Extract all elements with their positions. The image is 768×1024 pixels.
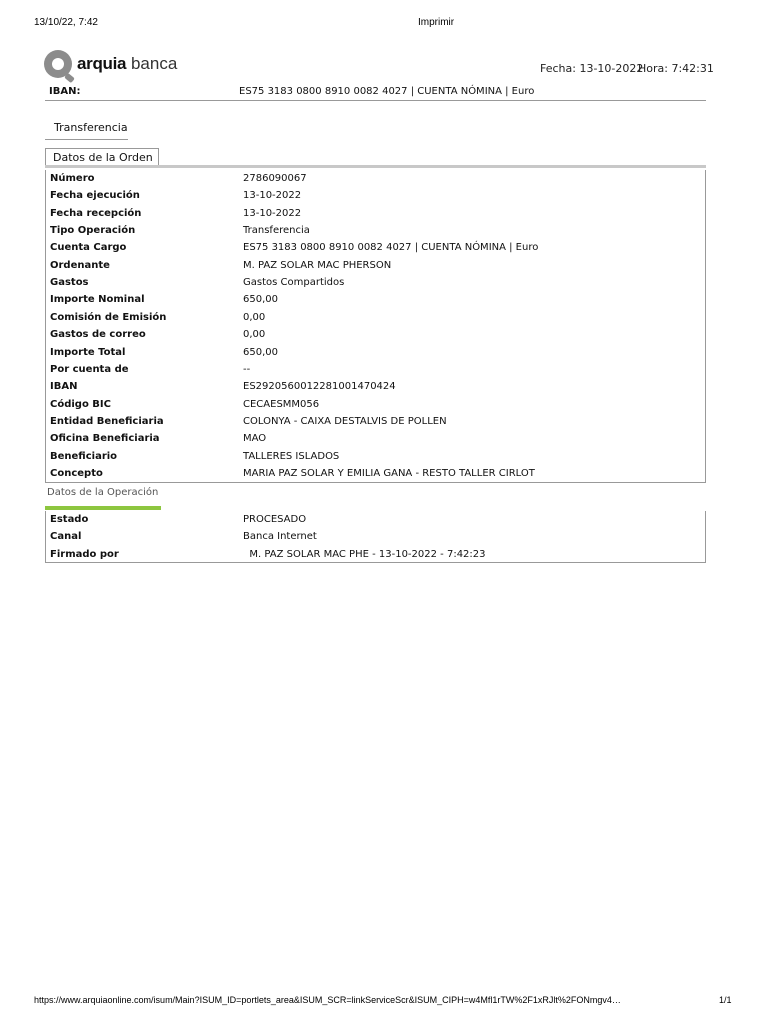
row-label: Gastos bbox=[50, 277, 89, 289]
operacion-accent-bar bbox=[45, 506, 161, 510]
row-value: 0,00 bbox=[243, 311, 266, 323]
table-row bbox=[46, 379, 705, 396]
orden-table bbox=[45, 170, 706, 483]
arquia-logo bbox=[44, 47, 177, 81]
row-value: TALLERES ISLADOS bbox=[243, 450, 340, 462]
row-label: Oficina Beneficiaria bbox=[50, 433, 160, 445]
table-row bbox=[46, 171, 705, 188]
row-label: Por cuenta de bbox=[50, 363, 129, 375]
tab-transferencia[interactable] bbox=[45, 119, 128, 140]
table-row bbox=[46, 345, 705, 362]
table-row bbox=[46, 512, 705, 529]
row-value: COLONYA - CAIXA DESTALVIS DE POLLEN bbox=[243, 415, 447, 427]
row-label: Estado bbox=[50, 514, 89, 525]
row-value: 2786090067 bbox=[243, 173, 307, 184]
table-row bbox=[46, 206, 705, 223]
row-label: Gastos de correo bbox=[50, 329, 146, 341]
logo-wordmark: arquia banca bbox=[77, 54, 178, 73]
row-value: ES2920560012281001470424 bbox=[243, 381, 396, 393]
tab-datos-orden[interactable] bbox=[45, 148, 159, 166]
row-value: Gastos Compartidos bbox=[243, 277, 345, 289]
row-label: Entidad Beneficiaria bbox=[50, 415, 164, 427]
row-value: Transferencia bbox=[243, 225, 310, 237]
row-value: CECAESMM056 bbox=[243, 398, 320, 410]
table-row bbox=[46, 529, 705, 546]
operacion-title: Datos de la Operación bbox=[47, 487, 159, 498]
table-row bbox=[46, 275, 705, 292]
table-row bbox=[46, 449, 705, 466]
tab-transferencia-label: Transferencia bbox=[54, 121, 128, 134]
table-row bbox=[46, 466, 705, 483]
row-label: Código BIC bbox=[50, 398, 111, 410]
table-row bbox=[46, 362, 705, 379]
row-label: Beneficiario bbox=[50, 450, 118, 462]
row-label: Importe Nominal bbox=[50, 294, 145, 306]
row-label: Fecha recepción bbox=[50, 207, 142, 219]
row-label: Cuenta Cargo bbox=[50, 242, 127, 254]
row-label: IBAN bbox=[50, 381, 78, 393]
row-value: PROCESADO bbox=[243, 514, 307, 525]
q-logo-icon bbox=[44, 50, 72, 78]
row-value: M. PAZ SOLAR MAC PHERSON bbox=[243, 259, 392, 271]
row-value: MAO bbox=[243, 433, 267, 445]
row-value: 650,00 bbox=[243, 346, 278, 358]
table-row bbox=[46, 188, 705, 205]
row-value: M. PAZ SOLAR MAC PHE - 13-10-2022 - 7:42:23 bbox=[243, 548, 486, 560]
table-row bbox=[46, 327, 705, 344]
row-label: Importe Total bbox=[50, 346, 126, 358]
account-iban-row bbox=[45, 84, 706, 101]
table-row bbox=[46, 431, 705, 448]
row-value: 13-10-2022 bbox=[243, 207, 302, 219]
row-value: MARIA PAZ SOLAR Y EMILIA GANA - RESTO TALLER CIRLOT bbox=[243, 467, 535, 479]
fecha-label: Fecha: 13-10-2022 bbox=[540, 62, 644, 75]
row-label: Tipo Operación bbox=[50, 225, 136, 237]
print-datetime: 13/10/22, 7:42 bbox=[34, 17, 98, 28]
footer-url: https://www.arquiaonline.com/isum/Main?ISUM_ID=portlets_area&ISUM_SCR=linkServiceScr&ISUM_CIPH=w4Mfl1rTW%2F1xRJlt%2FONmgv4… bbox=[34, 995, 621, 1005]
table-row bbox=[46, 258, 705, 275]
row-label: Canal bbox=[50, 531, 82, 543]
hora-label: Hora: 7:42:31 bbox=[638, 62, 714, 75]
row-value: 0,00 bbox=[243, 329, 266, 341]
tab-datos-orden-label: Datos de la Orden bbox=[53, 151, 153, 164]
print-title: Imprimir bbox=[418, 17, 455, 28]
row-value: 650,00 bbox=[243, 294, 278, 306]
row-label: Concepto bbox=[50, 467, 103, 479]
account-iban-value: ES75 3183 0800 8910 0082 4027 | CUENTA NÓMINA | Euro bbox=[239, 86, 535, 97]
footer-page-number: 1/1 bbox=[719, 995, 732, 1005]
row-value: Banca Internet bbox=[243, 531, 317, 543]
row-label: Comisión de Emisión bbox=[50, 311, 167, 323]
operacion-table bbox=[45, 511, 706, 563]
account-iban-label: IBAN: bbox=[49, 86, 81, 97]
table-row bbox=[46, 240, 705, 257]
row-label: Número bbox=[50, 173, 95, 184]
row-label: Ordenante bbox=[50, 259, 110, 271]
table-row bbox=[46, 414, 705, 431]
table-row bbox=[46, 310, 705, 327]
row-value: -- bbox=[243, 363, 251, 375]
row-label: Firmado por bbox=[50, 548, 119, 560]
section-divider bbox=[45, 165, 706, 168]
table-row bbox=[46, 547, 705, 564]
table-row bbox=[46, 397, 705, 414]
table-row bbox=[46, 223, 705, 240]
row-label: Fecha ejecución bbox=[50, 190, 140, 202]
table-row bbox=[46, 292, 705, 309]
row-value: ES75 3183 0800 8910 0082 4027 | CUENTA NÓMINA | Euro bbox=[243, 242, 539, 254]
row-value: 13-10-2022 bbox=[243, 190, 302, 202]
